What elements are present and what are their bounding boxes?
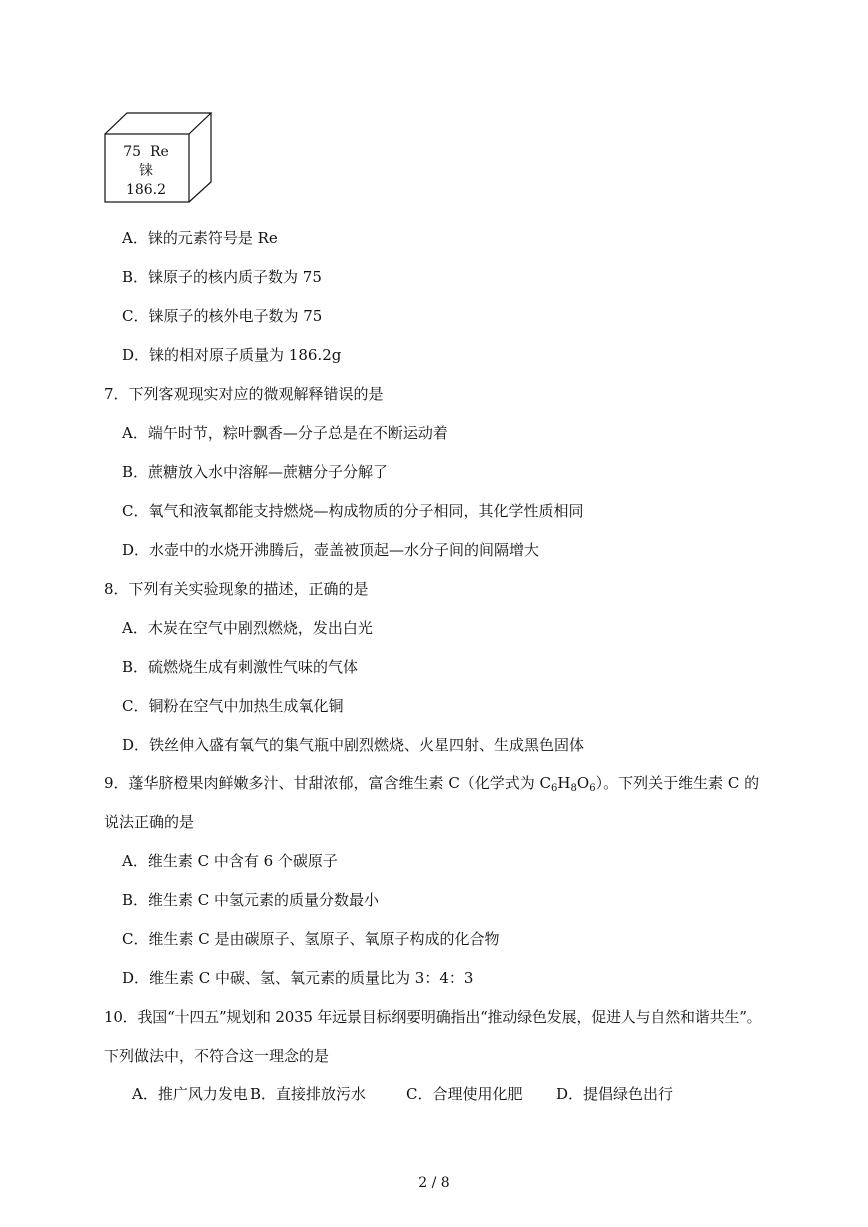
q7-option-c: C．氧气和液氧都能支持燃烧—构成物质的分子相同，其化学性质相同 — [122, 502, 584, 520]
q10-option-b: B．直接排放污水 — [250, 1085, 367, 1103]
q9-option-a: A．维生素 C 中含有 6 个碳原子 — [122, 852, 338, 870]
q6-option-a: A．铼的元素符号是 Re — [122, 229, 278, 247]
q9-option-c: C．维生素 C 是由碳原子、氢原子、氧原子构成的化合物 — [122, 930, 500, 948]
q6-option-d: D．铼的相对原子质量为 186.2g — [122, 346, 342, 364]
q7-stem: 7．下列客观现实对应的微观解释错误的是 — [104, 385, 384, 403]
formula-sub-h: 8 — [570, 783, 577, 794]
page-number: 2 / 8 — [418, 1175, 450, 1191]
q8-stem: 8．下列有关实验现象的描述，正确的是 — [104, 580, 369, 598]
q9-stem-after: ）。下列关于维生素 C 的 — [595, 774, 760, 792]
element-name: 铼 — [139, 163, 153, 179]
q8-option-a: A．木炭在空气中剧烈燃烧，发出白光 — [122, 619, 373, 637]
formula-sub-c: 6 — [551, 783, 558, 794]
formula-o: O — [576, 774, 590, 792]
q10-stem-line1: 10．我国“十四五”规划和 2035 年远景目标纲要明确指出“推动绿色发展，促进人与自然和谐共生”。 — [104, 1008, 762, 1026]
q9-stem-text: 9．蓬华脐橙果肉鲜嫩多汁、甘甜浓郁，富含维生素 C（化学式为 C — [104, 774, 552, 792]
q8-option-c: C．铜粉在空气中加热生成氧化铜 — [122, 697, 344, 715]
q8-option-b: B．硫燃烧生成有刺激性气味的气体 — [122, 658, 359, 676]
q9-option-b: B．维生素 C 中氢元素的质量分数最小 — [122, 891, 380, 909]
q9-stem-line1 — [104, 773, 759, 799]
element-mass: 186.2 — [125, 182, 167, 198]
q6-option-b: B．铼原子的核内质子数为 75 — [122, 268, 322, 286]
q10-stem-line2: 下列做法中，不符合这一理念的是 — [104, 1047, 330, 1065]
q10-option-a: A．推广风力发电 — [132, 1085, 248, 1103]
element-number-symbol — [104, 143, 188, 161]
q9-option-d: D．维生素 C 中碳、氢、氧元素的质量比为 3：4：3 — [122, 969, 474, 987]
q7-option-a: A．端午时节，粽叶飘香—分子总是在不断运动着 — [122, 424, 448, 442]
element-number: 75 — [123, 144, 142, 160]
q7-option-b: B．蔗糖放入水中溶解—蔗糖分子分解了 — [122, 463, 389, 481]
q9-stem-line2: 说法正确的是 — [104, 813, 195, 831]
q8-option-d: D．铁丝伸入盛有氧气的集气瓶中剧烈燃烧、火星四射、生成黑色固体 — [122, 736, 585, 754]
element-symbol: Re — [149, 144, 169, 160]
q10-option-c: C．合理使用化肥 — [406, 1085, 523, 1103]
formula-sub-o: 6 — [589, 783, 596, 794]
q10-option-d: D．提倡绿色出行 — [556, 1085, 674, 1103]
q7-option-d: D．水壶中的水烧开沸腾后，壶盖被顶起—水分子间的间隔增大 — [122, 541, 540, 559]
formula-h: H — [557, 774, 571, 792]
q6-option-c: C．铼原子的核外电子数为 75 — [122, 307, 323, 325]
